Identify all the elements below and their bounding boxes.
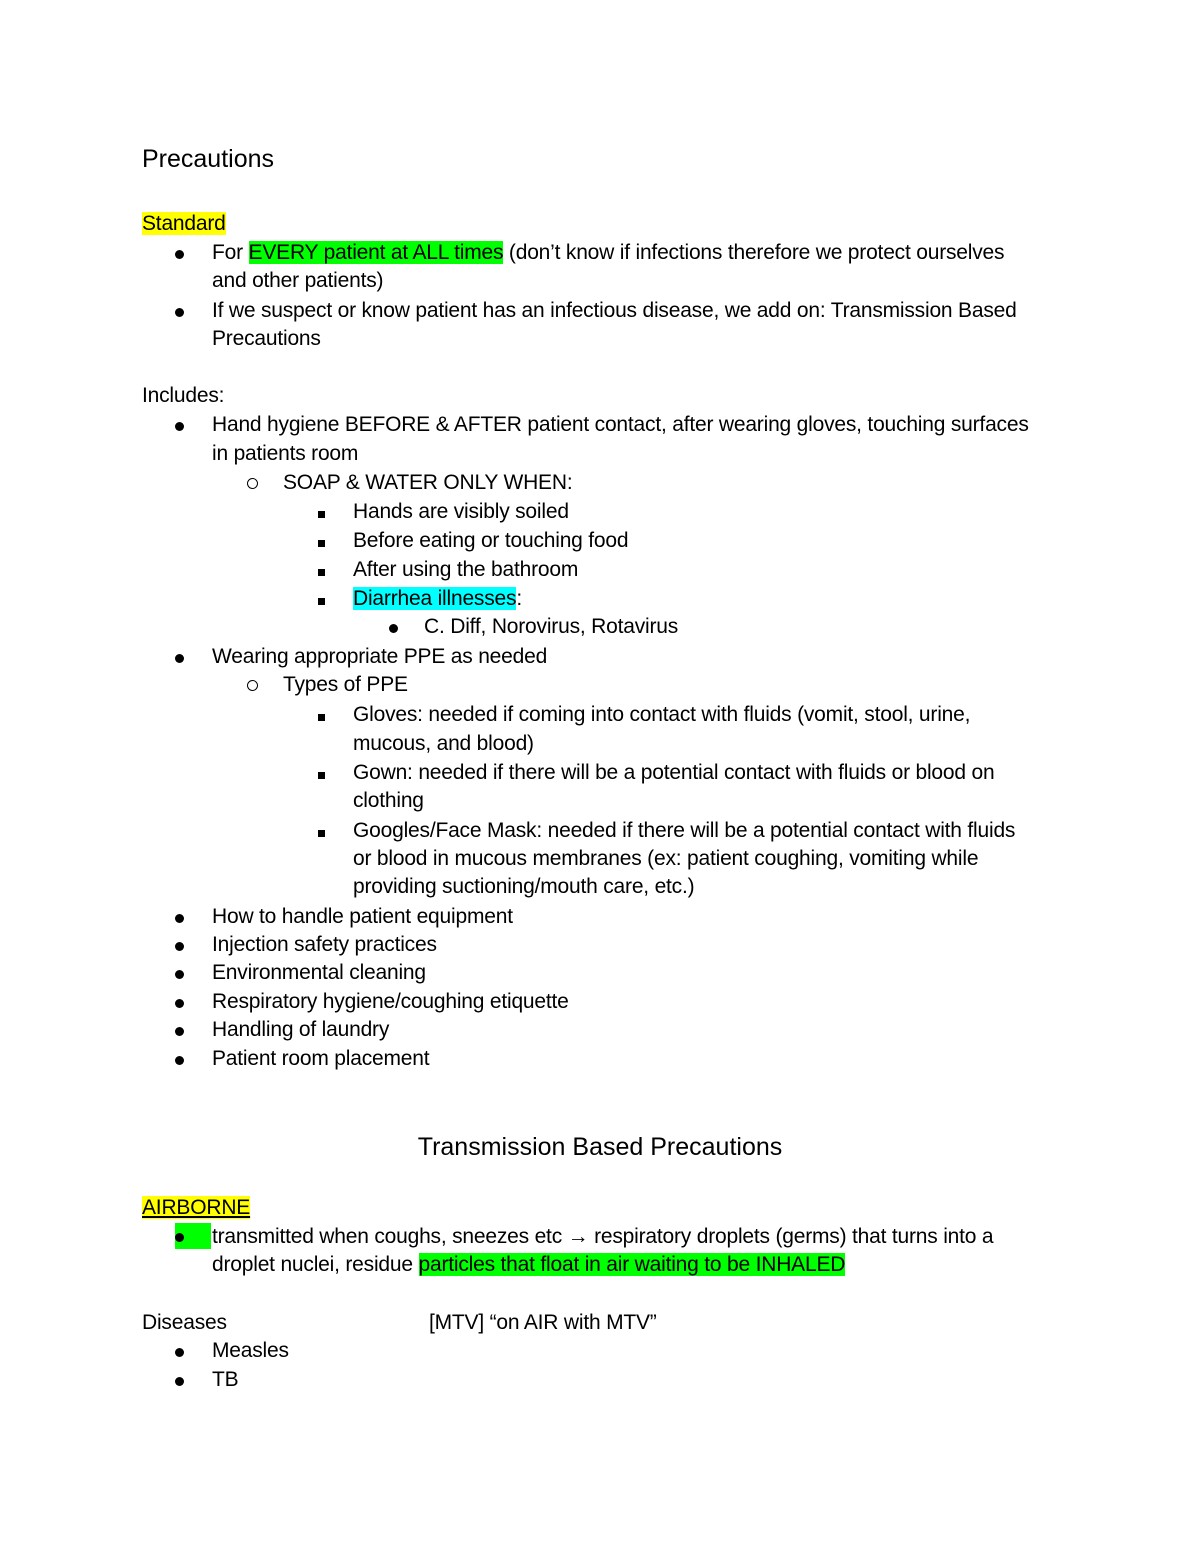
- includes-item: Injection safety practices: [212, 933, 437, 956]
- arrow-icon: →: [567, 1225, 589, 1248]
- bullet-square-icon: [318, 701, 325, 729]
- disease-item: Measles: [212, 1339, 289, 1362]
- bullet-disc-icon: [175, 1366, 184, 1394]
- soap-item: Hands are visibly soiled: [353, 500, 569, 523]
- bullet-square-icon: [318, 585, 325, 613]
- bullet-square-icon: [318, 556, 325, 584]
- bullet-disc-icon: [175, 297, 184, 325]
- section-title: Transmission Based Precautions: [417, 1133, 783, 1161]
- standard-heading: Standard: [142, 212, 226, 235]
- soap-item: After using the bathroom: [353, 558, 579, 581]
- ppe-goggles-cont: providing suctioning/mouth care, etc.): [353, 875, 695, 898]
- bullet-square-icon: [318, 759, 325, 787]
- bullet-disc-icon: [175, 1045, 184, 1073]
- bullet-square-icon: [318, 498, 325, 526]
- bullet-circle-icon: [247, 469, 258, 497]
- bullet-disc-icon: [175, 1223, 211, 1249]
- bullet-circle-icon: [247, 671, 258, 699]
- bullet-square-icon: [318, 527, 325, 555]
- bullet-disc-icon: [175, 411, 184, 439]
- bullet-disc-icon: [175, 903, 184, 931]
- ppe-types-label: Types of PPE: [283, 673, 408, 696]
- ppe-gloves-cont: mucous, and blood): [353, 732, 534, 755]
- bullet-disc-icon: [175, 988, 184, 1016]
- bullet-square-icon: [318, 817, 325, 845]
- disease-item: TB: [212, 1368, 239, 1391]
- bullet-disc-icon: [175, 239, 184, 267]
- page-title: Precautions: [142, 145, 275, 173]
- ppe-goggles: Googles/Face Mask: needed if there will be a potential contact with fluids: [353, 819, 1016, 842]
- includes-item: Environmental cleaning: [212, 961, 426, 984]
- airborne-heading: AIRBORNE: [142, 1196, 251, 1219]
- includes-heading: Includes:: [142, 384, 225, 407]
- hand-hygiene-item: Hand hygiene BEFORE & AFTER patient contact, after wearing gloves, touching surfaces: [212, 413, 1029, 436]
- includes-item: Handling of laundry: [212, 1018, 390, 1041]
- bullet-disc-icon: [175, 1016, 184, 1044]
- bullet-disc-icon: [175, 931, 184, 959]
- bullet-disc-icon: [175, 1337, 184, 1365]
- standard-bullet-2: If we suspect or know patient has an infectious disease, we add on: Transmission Based: [212, 299, 1017, 322]
- ppe-gown: Gown: needed if there will be a potential contact with fluids or blood on: [353, 761, 995, 784]
- standard-bullet-1: For EVERY patient at ALL times (don’t know if infections therefore we protect ourselves: [212, 241, 1005, 264]
- hand-hygiene-item-cont: in patients room: [212, 442, 359, 465]
- ppe-gown-cont: clothing: [353, 789, 424, 812]
- ppe-goggles-cont: or blood in mucous membranes (ex: patient coughing, vomiting while: [353, 847, 979, 870]
- includes-item: Respiratory hygiene/coughing etiquette: [212, 990, 569, 1013]
- virus-list: C. Diff, Norovirus, Rotavirus: [424, 615, 679, 638]
- diseases-label: Diseases: [142, 1311, 227, 1334]
- airborne-description-cont: droplet nuclei, residue particles that float in air waiting to be INHALED: [212, 1253, 846, 1276]
- soap-item: Before eating or touching food: [353, 529, 629, 552]
- bullet-disc-icon: [175, 959, 184, 987]
- ppe-item: Wearing appropriate PPE as needed: [212, 645, 548, 668]
- ppe-gloves: Gloves: needed if coming into contact with fluids (vomit, stool, urine,: [353, 703, 971, 726]
- airborne-description: transmitted when coughs, sneezes etc → respiratory droplets (germs) that turns into a: [212, 1225, 994, 1248]
- includes-item: Patient room placement: [212, 1047, 430, 1070]
- standard-bullet-2-cont: Precautions: [212, 327, 321, 350]
- standard-bullet-1-cont: and other patients): [212, 269, 384, 292]
- soap-water-label: SOAP & WATER ONLY WHEN:: [283, 471, 573, 494]
- mtv-mnemonic: [MTV] “on AIR with MTV”: [429, 1311, 657, 1334]
- includes-item: How to handle patient equipment: [212, 905, 513, 928]
- bullet-disc-icon: [389, 613, 398, 641]
- bullet-disc-icon: [175, 643, 184, 671]
- soap-item-diarrhea: Diarrhea illnesses:: [353, 587, 522, 610]
